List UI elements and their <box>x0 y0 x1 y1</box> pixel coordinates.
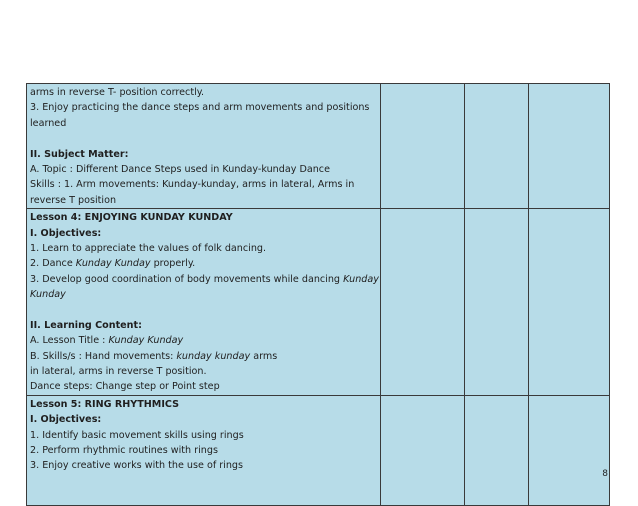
body-text: Dance steps: Change step or Point step <box>30 381 220 393</box>
empty-cell <box>529 395 610 505</box>
body-text: B. Skills/s : Hand movements: <box>30 350 177 362</box>
body-text: 2. Perform rhythmic routines with rings <box>30 444 218 456</box>
text-line <box>30 241 377 256</box>
body-text: 1. Identify basic movement skills using rings <box>30 429 244 441</box>
body-text: 1. Learn to appreciate the values of folk dancing. <box>30 242 267 254</box>
text-line <box>30 412 377 427</box>
heading-text: Lesson 4: ENJOYING KUNDAY KUNDAY <box>30 212 233 224</box>
body-text: properly. <box>150 258 196 270</box>
heading-text: II. Subject Matter: <box>30 148 129 160</box>
empty-cell <box>529 209 610 396</box>
blank-line <box>30 302 377 317</box>
body-text: A. Lesson Title : <box>30 335 109 347</box>
lesson-content-cell <box>27 395 381 505</box>
body-text: reverse T position <box>30 194 117 206</box>
blank-line <box>30 474 377 489</box>
body-text: A. Topic : Different Dance Steps used in Kunday-kunday Dance <box>30 163 330 175</box>
text-line <box>30 210 377 225</box>
text-line <box>30 287 377 302</box>
body-text: Kunday Kunday <box>75 258 151 270</box>
text-line <box>30 177 377 192</box>
heading-text: I. Objectives: <box>30 227 102 239</box>
table-row <box>27 209 610 396</box>
text-line <box>30 100 377 115</box>
body-text: arms in reverse T- position correctly. <box>30 87 205 98</box>
blank-line <box>30 131 377 146</box>
empty-cell <box>465 84 529 209</box>
empty-cell <box>465 209 529 396</box>
text-line <box>30 443 377 458</box>
text-line <box>30 256 377 271</box>
table-row <box>27 84 610 209</box>
text-line <box>30 85 377 100</box>
lesson-content-cell <box>27 84 381 209</box>
blank-line <box>30 489 377 504</box>
table-row <box>27 395 610 505</box>
lesson-content-cell <box>27 209 381 396</box>
body-text: kunday kunday <box>176 350 251 362</box>
empty-cell <box>381 395 465 505</box>
heading-text: Lesson 5: RING RHYTHMICS <box>30 398 180 410</box>
text-line <box>30 318 377 333</box>
body-text: 3. Enjoy creative works with the use of rings <box>30 460 244 472</box>
text-line <box>30 397 377 412</box>
empty-cell <box>381 209 465 396</box>
text-line <box>30 428 377 443</box>
lesson-plan-table <box>26 83 610 506</box>
text-line <box>30 349 377 364</box>
empty-cell <box>465 395 529 505</box>
text-line <box>30 379 377 394</box>
body-text: Kunday <box>343 273 379 285</box>
body-text: learned <box>30 117 67 129</box>
text-line <box>30 272 377 287</box>
empty-cell <box>529 84 610 209</box>
page-number: 8 <box>602 469 608 479</box>
heading-text: I. Objectives: <box>30 414 102 426</box>
body-text: 2. Dance <box>30 258 76 270</box>
text-line <box>30 364 377 379</box>
body-text: 3. Develop good coordination of body movements while dancing <box>30 273 344 285</box>
text-line <box>30 162 377 177</box>
body-text: Kunday <box>30 289 66 301</box>
body-text: arms <box>250 350 278 362</box>
text-line <box>30 116 377 131</box>
text-line <box>30 458 377 473</box>
text-line <box>30 147 377 162</box>
heading-text: II. Learning Content: <box>30 319 142 331</box>
text-line <box>30 226 377 241</box>
body-text: Skills : 1. Arm movements: Kunday-kunday, arms in lateral, Arms in <box>30 179 355 191</box>
empty-cell <box>381 84 465 209</box>
body-text: 3. Enjoy practicing the dance steps and arm movements and positions <box>30 102 370 114</box>
text-line <box>30 333 377 348</box>
body-text: Kunday Kunday <box>108 335 184 347</box>
text-line <box>30 193 377 208</box>
body-text: in lateral, arms in reverse T position. <box>30 366 207 378</box>
